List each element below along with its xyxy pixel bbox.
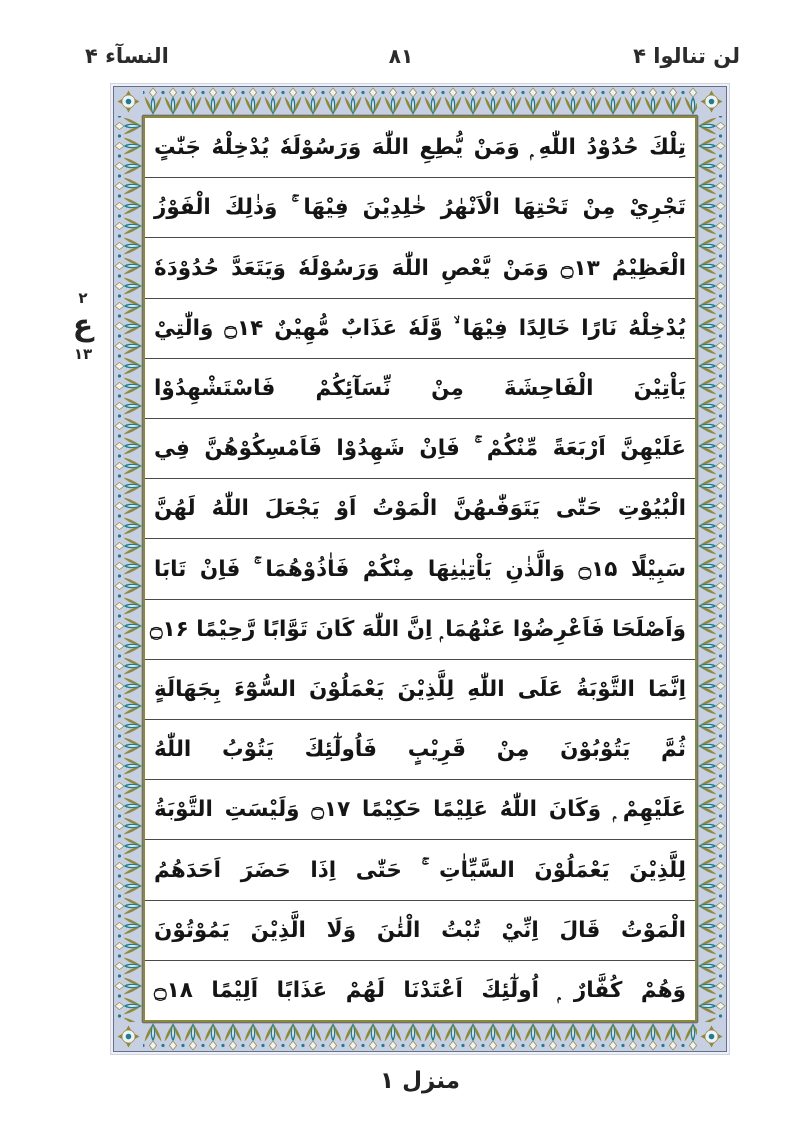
quran-line-text: الْبُيُوْتِ حَتّٰى يَتَوَفّٰىهُنَّ الْمَوْتُ اَوْ يَجْعَلَ اللّٰهُ لَهُنَّ	[154, 496, 686, 522]
quran-line-text: تِلْكَ حُدُوْدُ اللّٰهِ ۭ وَمَنْ يُّطِعِ اللّٰهَ وَرَسُوْلَهٗ يُدْخِلْهُ جَنّٰتٍ	[154, 135, 686, 161]
border-ornament-top-icon	[143, 87, 697, 116]
quran-text-block	[143, 116, 697, 1022]
corner-rosette-icon	[697, 1022, 726, 1051]
quran-line-text: عَلَيْهِنَّ اَرْبَعَةً مِّنْكُمْ ۚ فَاِنْ شَهِدُوْا فَاَمْسِكُوْهُنَّ فِي	[154, 436, 686, 462]
quran-line	[145, 720, 695, 780]
ain-symbol: ع	[72, 308, 94, 343]
quran-line-text: يُدْخِلْهُ نَارًا خَالِدًا فِيْهَا ۙ وَّلَهٗ عَذَابٌ مُّهِيْنٌ ۝۱۴ وَالّٰتِيْ	[154, 315, 686, 341]
quran-line-text: تَجْرِيْ مِنْ تَحْتِهَا الْاَنْهٰرُ خٰلِدِيْنَ فِيْهَا ۚ وَذٰلِكَ الْفَوْزُ	[154, 195, 686, 221]
quran-line	[145, 901, 695, 961]
quran-line	[145, 419, 695, 479]
ornamental-frame	[113, 86, 727, 1052]
page-number: ۸۱	[388, 44, 414, 68]
quran-line	[145, 299, 695, 359]
quran-line	[145, 600, 695, 660]
quran-line	[145, 238, 695, 298]
ruku-number: ۲	[78, 289, 88, 307]
quran-line-text: يَاْتِيْنَ الْفَاحِشَةَ مِنْ نِّسَآئِكُمْ فَاسْتَشْهِدُوْا	[154, 375, 686, 401]
border-ornament-right-icon	[697, 116, 726, 1022]
quran-line	[145, 359, 695, 419]
corner-rosette-icon	[114, 87, 143, 116]
quran-line-text: اِنَّمَا التَّوْبَةُ عَلَى اللّٰهِ لِلَّذِيْنَ يَعْمَلُوْنَ السُّوْٓءَ بِجَهَالَةٍ	[154, 676, 686, 702]
border-ornament-left-icon	[114, 116, 143, 1022]
quran-line	[145, 479, 695, 539]
page-footer	[113, 1068, 727, 1094]
juz-name-label: لن تنالوا ۴	[633, 44, 740, 68]
quran-line	[145, 660, 695, 720]
quran-line	[145, 780, 695, 840]
border-ornament-bottom-icon	[143, 1022, 697, 1051]
quran-line-text: الْمَوْتُ قَالَ اِنِّيْ تُبْتُ الْئٰنَ وَلَا الَّذِيْنَ يَمُوْتُوْنَ	[154, 917, 686, 943]
quran-line-text: لِلَّذِيْنَ يَعْمَلُوْنَ السَّيِّاٰتِ ۚ حَتّٰى اِذَا حَضَرَ اَحَدَهُمُ	[154, 857, 686, 883]
corner-rosette-icon	[114, 1022, 143, 1051]
surah-name-label: النسآء ۴	[85, 44, 169, 68]
quran-line-text: وَهُمْ كُفَّارٌ ۭ اُولٰٓئِكَ اَعْتَدْنَا لَهُمْ عَذَابًا اَلِيْمًا ۝۱۸	[154, 977, 686, 1003]
quran-line	[145, 118, 695, 178]
quran-line-text: وَاَصْلَحَا فَاَعْرِضُوْا عَنْهُمَا ۭ اِنَّ اللّٰهَ كَانَ تَوَّابًا رَّحِيْمًا ۝۱۶	[149, 616, 686, 642]
quran-line-text: ثُمَّ يَتُوْبُوْنَ مِنْ قَرِيْبٍ فَاُولٰٓئِكَ يَتُوْبُ اللّٰهُ	[154, 737, 686, 763]
manzil-label: منزل ۱	[380, 1068, 460, 1094]
quran-line	[145, 539, 695, 599]
page-header	[85, 36, 740, 76]
quran-line	[145, 840, 695, 900]
quran-line	[145, 961, 695, 1020]
quran-line-text: سَبِيْلًا ۝۱۵ وَالَّذٰنِ يَاْتِيٰنِهَا مِنْكُمْ فَاٰذُوْهُمَا ۚ فَاِنْ تَابَا	[154, 556, 686, 582]
quran-line-text: عَلَيْهِمْ ۭ وَكَانَ اللّٰهُ عَلِيْمًا حَكِيْمًا ۝۱۷ وَلَيْسَتِ التَّوْبَةُ	[154, 797, 686, 823]
quran-line-text: الْعَظِيْمُ ۝۱۳ وَمَنْ يَّعْصِ اللّٰهَ وَرَسُوْلَهٗ وَيَتَعَدَّ حُدُوْدَهٗ	[154, 255, 686, 281]
ruku-marker	[60, 288, 106, 365]
corner-rosette-icon	[697, 87, 726, 116]
quran-line	[145, 178, 695, 238]
ruku-verse-count: ۱۳	[73, 344, 93, 363]
